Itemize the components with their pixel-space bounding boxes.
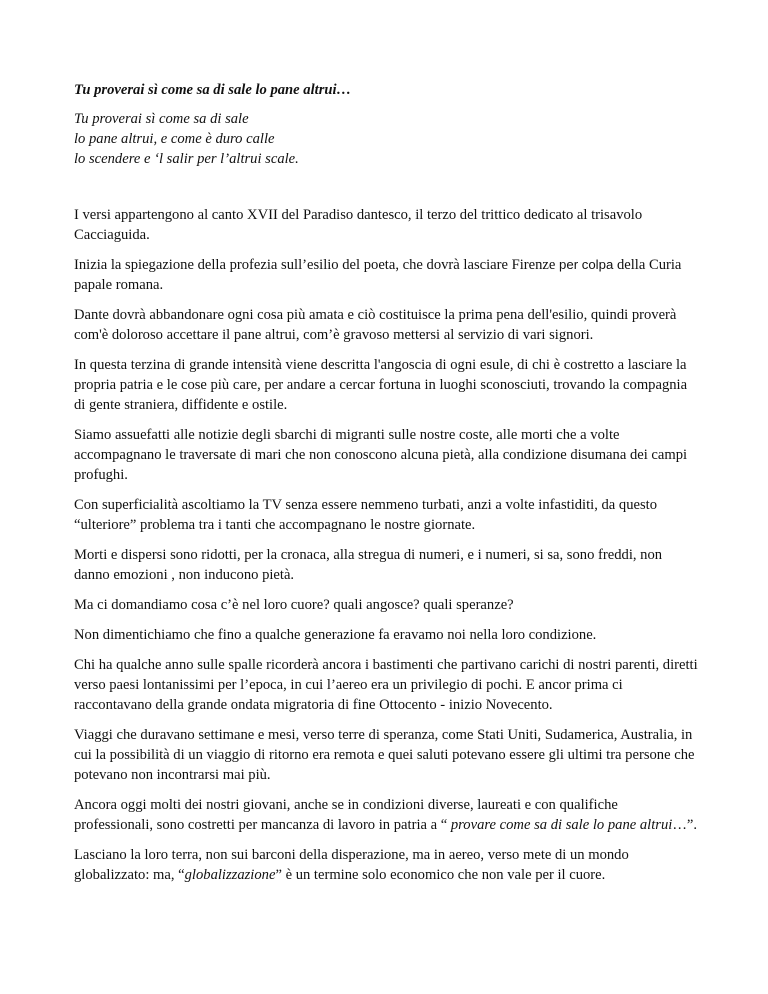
- verse-line: Tu proverai sì come sa di sale: [74, 111, 249, 127]
- verse-line: lo pane altrui, e come è duro calle: [74, 131, 275, 147]
- text-run: …”.: [672, 817, 698, 833]
- italic-term: globalizzazione: [184, 867, 276, 883]
- text-run: ” è un termine solo economico che non vale per il cuore.: [275, 867, 606, 883]
- paragraph: Ma ci domandiamo cosa c’è nel loro cuore? quali angosce? quali speranze?: [74, 597, 514, 613]
- paragraph: Siamo assuefatti alle notizie degli sbarchi di migranti sulle nostre coste, alle morti che a volte accompagnano le traversate di mari che non conoscono alcuna pietà, alla condizione disumana dei campi profughi.: [74, 427, 688, 483]
- text-run: della Curia papale romana.: [74, 257, 682, 293]
- document-page: [74, 80, 698, 895]
- paragraph: Viaggi che duravano settimane e mesi, verso terre di speranza, come Stati Uniti, Sudamerica, Australia, in cui la possibilità di un viaggio di ritorno era remota e quei saluti potevano essere gli ultimi tra persone che potevano non incontrarsi mai più.: [74, 727, 695, 783]
- paragraph: Chi ha qualche anno sulle spalle ricorderà ancora i bastimenti che partivano carichi di nostri parenti, diretti verso paesi lontanissimi per l’epoca, in cui l’aereo era un privilegio di pochi. E ancor prima ci raccontavano della grande ondata migratoria di fine Ottocento - inizio Novecento.: [74, 657, 698, 713]
- italic-quote: provare come sa di sale lo pane altrui: [450, 817, 673, 833]
- paragraph: I versi appartengono al canto XVII del Paradiso dantesco, il terzo del trittico dedicato al trisavolo Cacciaguida.: [74, 207, 643, 243]
- paragraph: Dante dovrà abbandonare ogni cosa più amata e ciò costituisce la prima pena dell'esilio, quindi proverà com'è doloroso accettare il pane altrui, com’è gravoso mettersi al servizio di vari signori.: [74, 307, 677, 343]
- paragraph: Morti e dispersi sono ridotti, per la cronaca, alla stregua di numeri, e i numeri, si sa, sono freddi, non danno emozioni , non inducono pietà.: [74, 547, 663, 583]
- document-title: Tu proverai sì come sa di sale lo pane altrui…: [74, 82, 352, 98]
- paragraph: [74, 845, 698, 885]
- verse-line: lo scendere e ‘l salir per l’altrui scale.: [74, 151, 299, 167]
- text-run: Lasciano la loro terra, non sui barconi della disperazione, ma in aereo, verso mete di un mondo globalizzato: ma, “: [74, 847, 629, 883]
- verse-block: [74, 109, 698, 169]
- paragraph: In questa terzina di grande intensità viene descritta l'angoscia di ogni esule, di chi è costretto a lasciare la propria patria e le cose più care, per andare a cercar fortuna in luoghi sconosciuti, trovando la compagnia di gente straniera, diffidente e ostile.: [74, 357, 688, 413]
- text-run: per colpa: [559, 257, 614, 272]
- paragraph: Non dimentichiamo che fino a qualche generazione fa eravamo noi nella loro condizione.: [74, 627, 597, 643]
- text-run: Ancora oggi molti dei nostri giovani, anche se in condizioni diverse, laureati e con qualifiche professionali, sono costretti per mancanza di lavoro in patria a “: [74, 797, 618, 833]
- text-run: Inizia la spiegazione della profezia sull’esilio del poeta, che dovrà lasciare Firenze: [74, 257, 560, 273]
- paragraph: [74, 795, 698, 835]
- paragraph: [74, 255, 698, 295]
- paragraph: Con superficialità ascoltiamo la TV senza essere nemmeno turbati, anzi a volte infastiditi, da questo “ulteriore” problema tra i tanti che accompagnano le nostre giornate.: [74, 497, 658, 533]
- spacer: [74, 169, 698, 205]
